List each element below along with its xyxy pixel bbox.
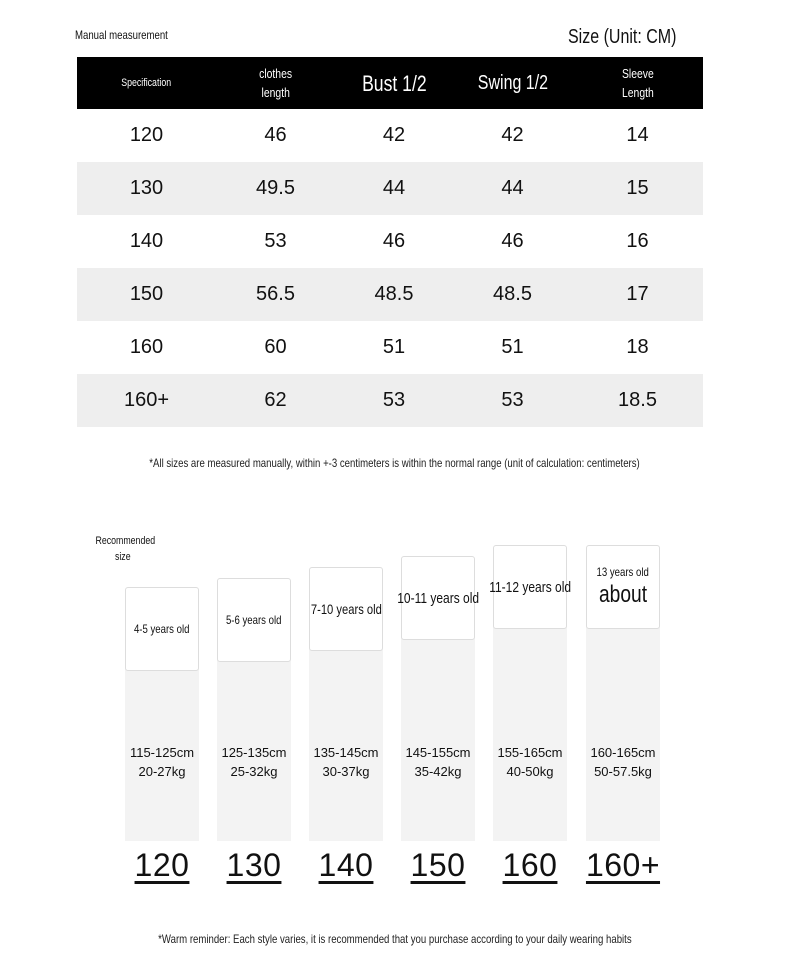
column-bar (401, 636, 475, 841)
table-cell: 16 (626, 230, 649, 252)
column-bar (493, 625, 567, 841)
header-swing: Swing 1/2 (453, 57, 572, 109)
table-cell: 140 (129, 230, 164, 252)
table-cell: 49.5 (216, 162, 335, 215)
table-cell: 42 (501, 124, 524, 146)
manual-measurement-label: Manual measurement (75, 28, 168, 42)
size-number: 140 (318, 847, 374, 883)
size-column-160-plus (585, 545, 661, 883)
weight-range: 40-50kg (506, 764, 554, 779)
table-cell: 48.5 (335, 268, 453, 321)
table-cell: 130 (77, 162, 216, 215)
height-weight (401, 743, 475, 781)
table-cell: 160+ (77, 374, 216, 427)
size-number: 160+ (585, 847, 661, 883)
table-cell: 150 (77, 268, 216, 321)
table-cell: 160 (129, 336, 164, 358)
table-row (77, 109, 703, 162)
age-box: 7-10 years old (309, 567, 383, 651)
table-cell: 120 (129, 124, 164, 146)
header-sleeve-length: Sleeve Length (572, 57, 703, 109)
table-cell: 46 (264, 124, 287, 146)
table-cell: 51 (501, 336, 524, 358)
height-range: 145-155cm (405, 745, 471, 760)
table-cell: 53 (335, 374, 453, 427)
header-clothes-length: clothes length (216, 57, 335, 109)
table-cell: 44 (335, 162, 453, 215)
height-weight (217, 743, 291, 781)
warm-reminder: *Warm reminder: Each style varies, it is recommended that you purchase according to your daily wearing habits (158, 932, 632, 946)
header-specification: Specification (77, 57, 216, 109)
table-cell: 53 (453, 374, 572, 427)
size-unit-label: Size (Unit: CM) (568, 26, 677, 48)
height-weight (493, 743, 567, 781)
age-box: 13 years old about (586, 545, 660, 629)
size-column-160 (489, 545, 571, 883)
table-row (77, 374, 703, 427)
table-cell: 46 (501, 230, 524, 252)
height-weight (125, 743, 199, 781)
age-box: 11-12 years old (493, 545, 567, 629)
recommended-size-label: Recommended size (95, 535, 156, 563)
size-column-150 (397, 556, 479, 883)
size-column-120 (125, 587, 199, 883)
weight-range: 30-37kg (322, 764, 370, 779)
height-range: 160-165cm (590, 745, 656, 760)
measurement-footnote: *All sizes are measured manually, within +-3 centimeters is within the normal range (unit of calculation: centimeters) (149, 456, 641, 470)
table-cell: 56.5 (216, 268, 335, 321)
table-cell: 51 (382, 336, 406, 358)
table-cell: 44 (453, 162, 572, 215)
height-range: 135-145cm (313, 745, 379, 760)
table-cell: 17 (572, 268, 703, 321)
size-column-130 (217, 578, 291, 883)
table-row (77, 215, 703, 268)
table-cell: 42 (382, 124, 406, 146)
table-cell: 53 (264, 230, 287, 252)
height-range: 115-125cm (129, 745, 195, 760)
weight-range: 20-27kg (138, 764, 186, 779)
table-cell: 60 (264, 336, 287, 358)
table-row (77, 321, 703, 374)
table-cell: 48.5 (453, 268, 572, 321)
column-bar (586, 625, 660, 841)
size-number: 120 (134, 847, 190, 883)
table-cell: 46 (382, 230, 406, 252)
age-box: 10-11 years old (401, 556, 475, 640)
table-header-row (77, 57, 703, 109)
size-number: 160 (502, 847, 558, 883)
weight-range: 35-42kg (414, 764, 462, 779)
height-weight (586, 743, 660, 781)
header-bust: Bust 1/2 (335, 57, 453, 109)
weight-range: 25-32kg (230, 764, 278, 779)
size-column-140 (309, 567, 383, 883)
height-range: 125-135cm (221, 745, 287, 760)
size-table (77, 57, 703, 427)
age-box: 5-6 years old (217, 578, 291, 662)
size-number: 130 (226, 847, 282, 883)
height-weight (309, 743, 383, 781)
height-range: 155-165cm (497, 745, 563, 760)
table-cell: 14 (626, 124, 649, 146)
table-cell: 15 (572, 162, 703, 215)
table-row (77, 162, 703, 215)
table-cell: 18.5 (572, 374, 703, 427)
table-row (77, 268, 703, 321)
table-cell: 62 (216, 374, 335, 427)
age-box: 4-5 years old (125, 587, 199, 671)
weight-range: 50-57.5kg (594, 764, 652, 779)
size-number: 150 (410, 847, 466, 883)
table-cell: 18 (626, 336, 649, 358)
